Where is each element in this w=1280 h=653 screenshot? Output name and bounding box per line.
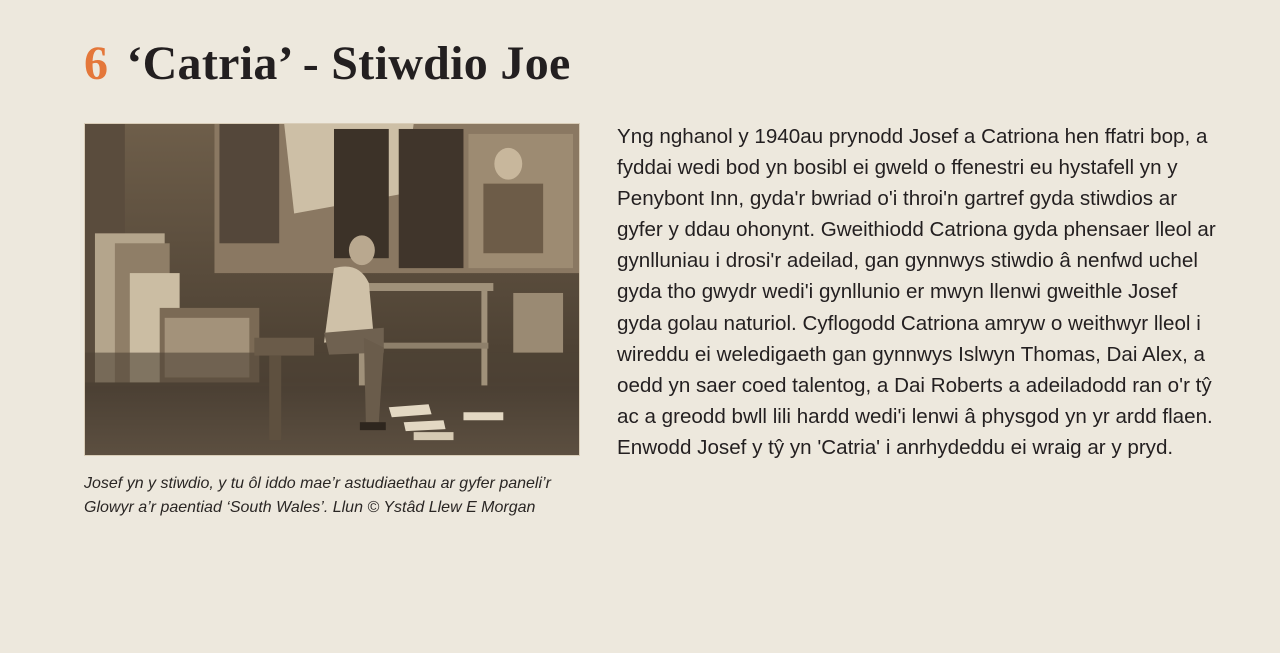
page-title	[84, 34, 571, 94]
section-title: ‘Catria’ - Stiwdio Joe	[126, 37, 571, 90]
section-number: 6	[84, 37, 109, 90]
studio-photo	[84, 123, 580, 456]
photo-caption: Josef yn y stiwdio, y tu ôl iddo mae’r astudiaethau ar gyfer paneli’r Glowyr a’r paentiad ‘South Wales’. Llun © Ystâd Llew E Morgan	[84, 475, 551, 516]
body-paragraph: Yng nghanol y 1940au prynodd Josef a Catriona hen ffatri bop, a fyddai wedi bod yn bosibl ei gweld o ffenestri eu hystafell yn y Penybont Inn, gyda'r bwriad o'i throi'n gartref gyda stiwdios ar gyfer y ddau ohonynt. Gweithiodd Catriona gyda phensaer lleol ar gynlluniau i drosi'r adeilad, gan gynnwys stiwdio â nenfwd uchel gyda tho gwydr wedi'i gynllunio er mwyn llenwi gweithle Josef gyda golau naturiol. Cyflogodd Catriona amryw o weithwyr lleol i wireddu ei weledigaeth gan gynnwys Islwyn Thomas, Dai Alex, a oedd yn saer coed talentog, a Dai Roberts a adeiladodd ran o'r tŷ ac a greodd bwll lili hardd wedi'i lenwi â physgod yn yr ardd flaen. Enwodd Josef y tŷ yn 'Catria' i anrhydeddu ei wraig ar y pryd.	[617, 125, 1216, 459]
